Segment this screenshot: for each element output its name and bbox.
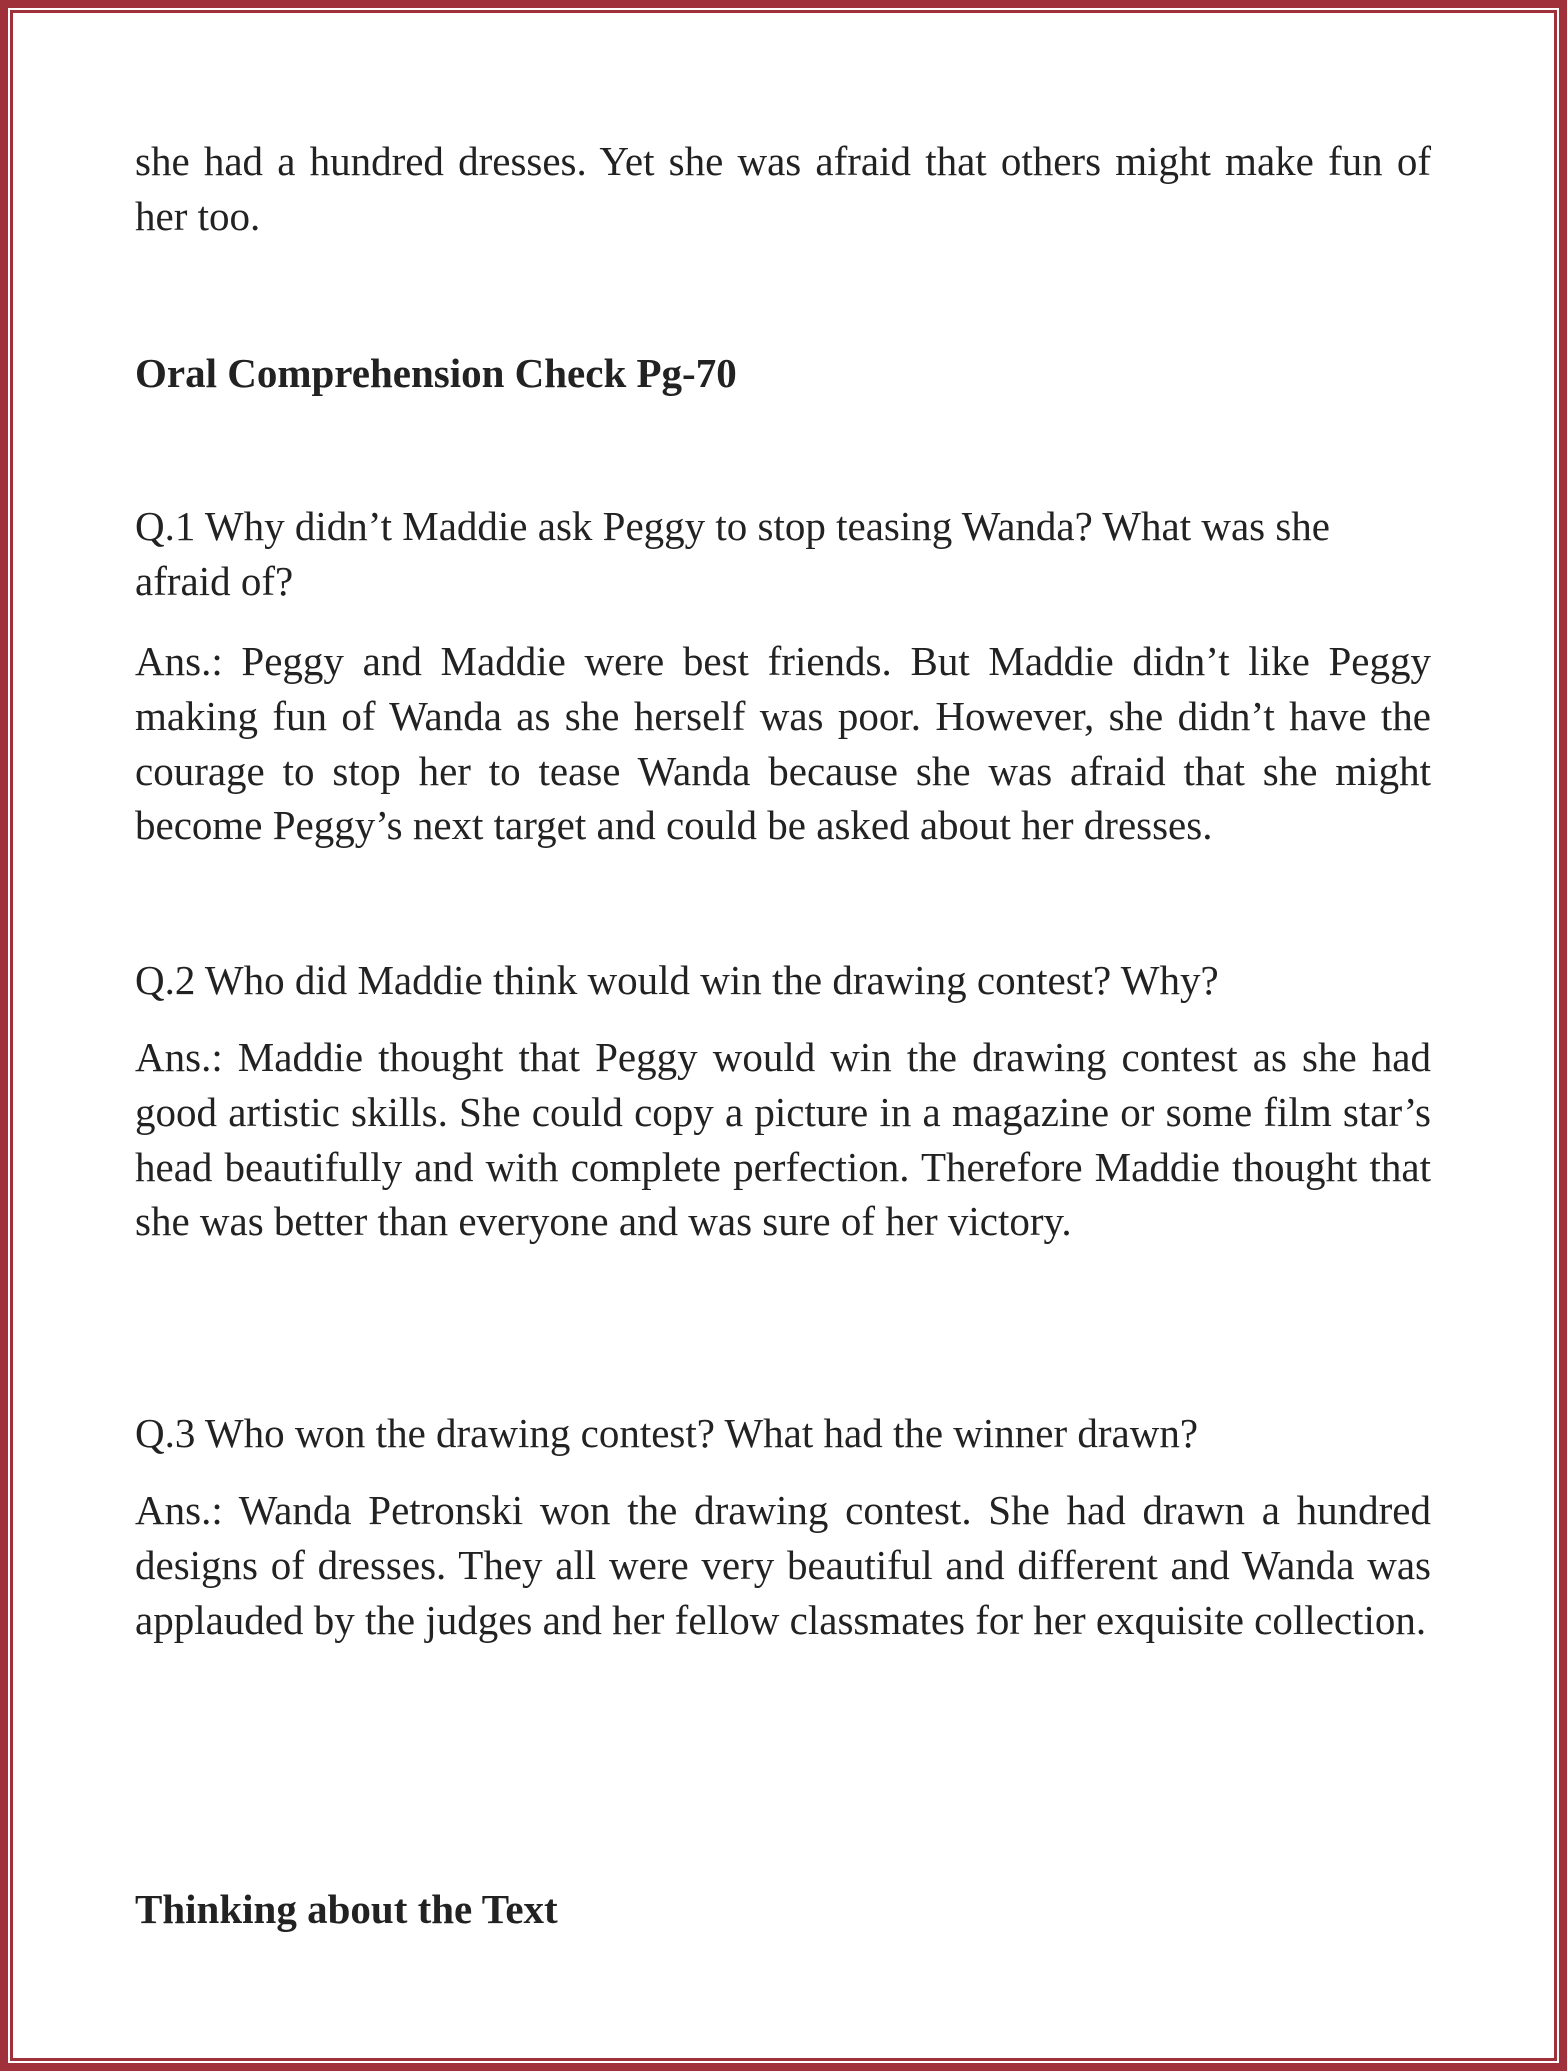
question-3: Q.3 Who won the drawing contest? What had the winner drawn? <box>135 1410 1199 1456</box>
answer-1: Ans.: Peggy and Maddie were best friends. But Maddie didn’t like Peggy making fun of Wanda as she herself was poor. However, she didn’t have the courage to stop her to tease Wanda because she was afraid that she might become Peggy’s next target and could be asked about her dresses. <box>135 638 1431 849</box>
section-heading-oral-comprehension: Oral Comprehension Check Pg-70 <box>135 350 737 396</box>
section-heading-thinking-about-text: Thinking about the Text <box>135 1886 558 1932</box>
question-2: Q.2 Who did Maddie think would win the drawing contest? Why? <box>135 957 1219 1003</box>
answer-3: Ans.: Wanda Petronski won the drawing contest. She had drawn a hundred designs of dresses. They all were very beautiful and different and Wanda was applauded by the judges and her fellow classmates for her exquisite collection. <box>135 1487 1431 1643</box>
answer-2: Ans.: Maddie thought that Peggy would win the drawing contest as she had good artistic skills. She could copy a picture in a magazine or some film star’s head beautifully and with complete perfection. Therefore Maddie thought that she was better than everyone and was sure of her victory. <box>135 1034 1431 1245</box>
question-1: Q.1 Why didn’t Maddie ask Peggy to stop teasing Wanda? What was she afraid of? <box>135 503 1331 604</box>
intro-paragraph: she had a hundred dresses. Yet she was afraid that others might make fun of her too. <box>135 138 1431 239</box>
